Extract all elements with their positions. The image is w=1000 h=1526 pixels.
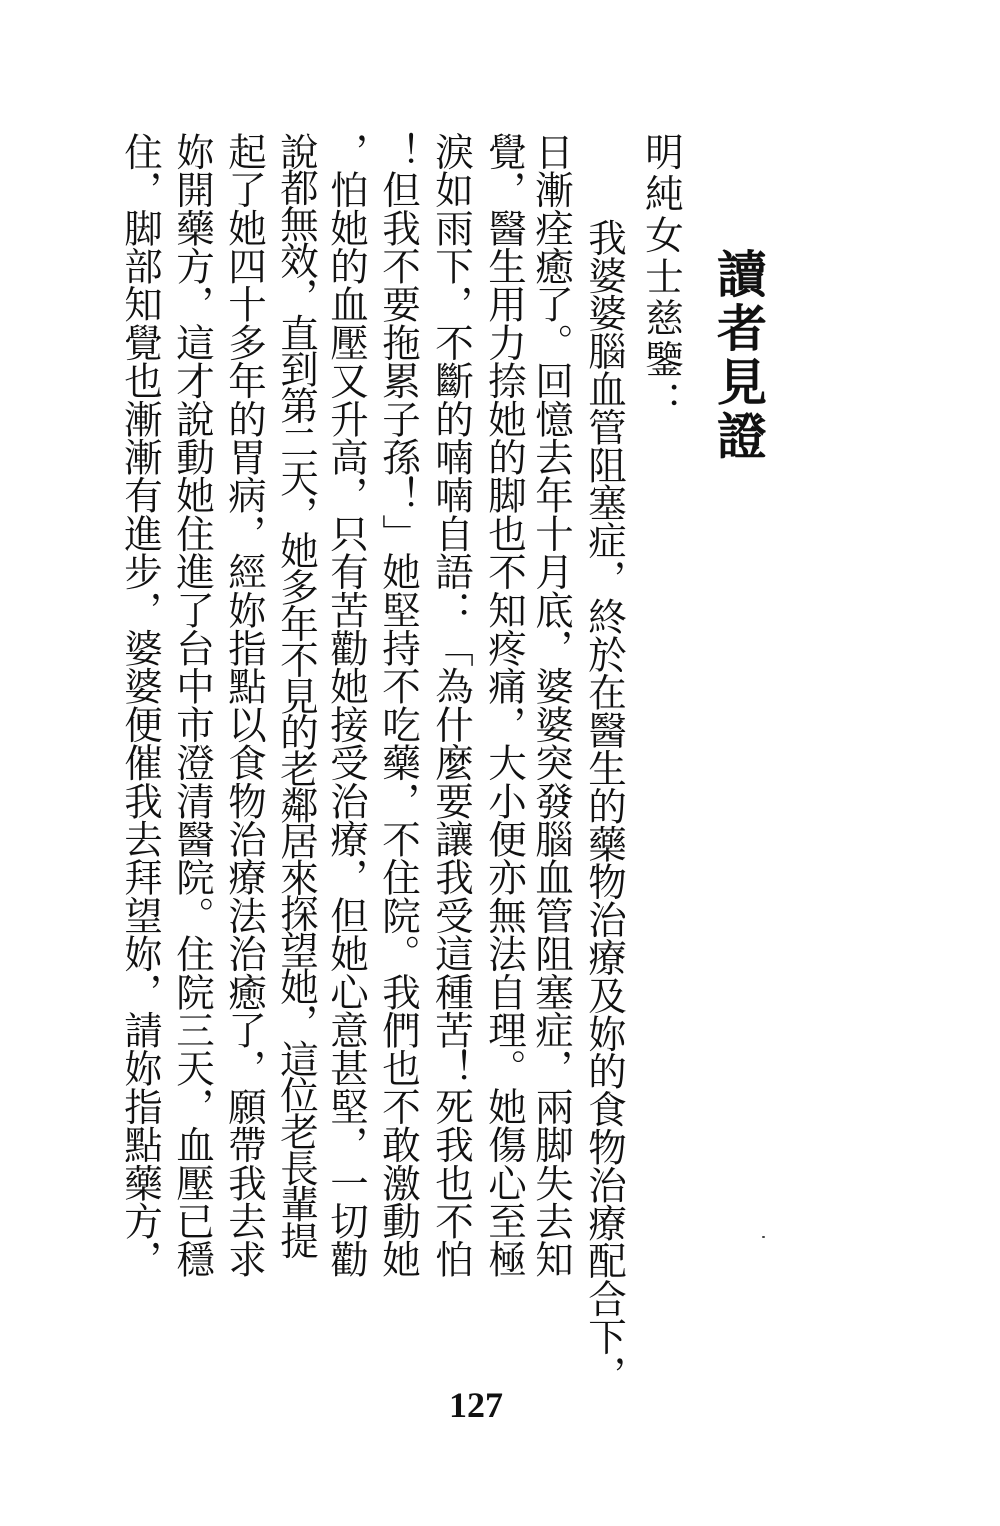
body-column-7: 說都無效，直到第二天，她多年不見的老鄰居來探望她，這位老長輩提 <box>274 132 319 1258</box>
body-column-1: 我婆婆腦血管阻塞症，終於在醫生的藥物治療及妳的食物治療配合下， <box>582 218 627 1393</box>
scan-speck <box>762 1236 765 1238</box>
body-column-4: 淚如雨下，不斷的喃喃自語：「為什麼要讓我受這種苦！死我也不怕 <box>429 132 474 1279</box>
body-column-3: 覺，醫生用力捺她的脚也不知疼痛，大小便亦無法自理。她傷心至極 <box>482 132 527 1279</box>
body-column-5: ！但我不要拖累子孫！」她堅持不吃藥，不住院。我們也不敢激動她 <box>376 132 421 1279</box>
body-column-10: 住，脚部知覺也漸漸有進步，婆婆便催我去拜望妳，請妳指點藥方， <box>118 132 163 1279</box>
page-number: 127 <box>449 1385 503 1425</box>
body-column-6: ，怕她的血壓又升高，只有苦勸她接受治療，但她心意甚堅，一切勸 <box>324 132 369 1279</box>
body-column-8: 起了她四十多年的胃病，經妳指點以食物治療法治癒了，願帶我去求 <box>222 132 267 1279</box>
body-column-9: 妳開藥方，這才說動她住進了台中市澄清醫院。住院三天，血壓已穩 <box>170 132 215 1279</box>
body-column-2: 日漸痊癒了。回憶去年十月底，婆婆突發腦血管阻塞症，兩脚失去知 <box>529 132 574 1279</box>
page-title: 讀者見證 <box>709 248 767 464</box>
salutation: 明純女士慈鑒： <box>639 132 684 423</box>
